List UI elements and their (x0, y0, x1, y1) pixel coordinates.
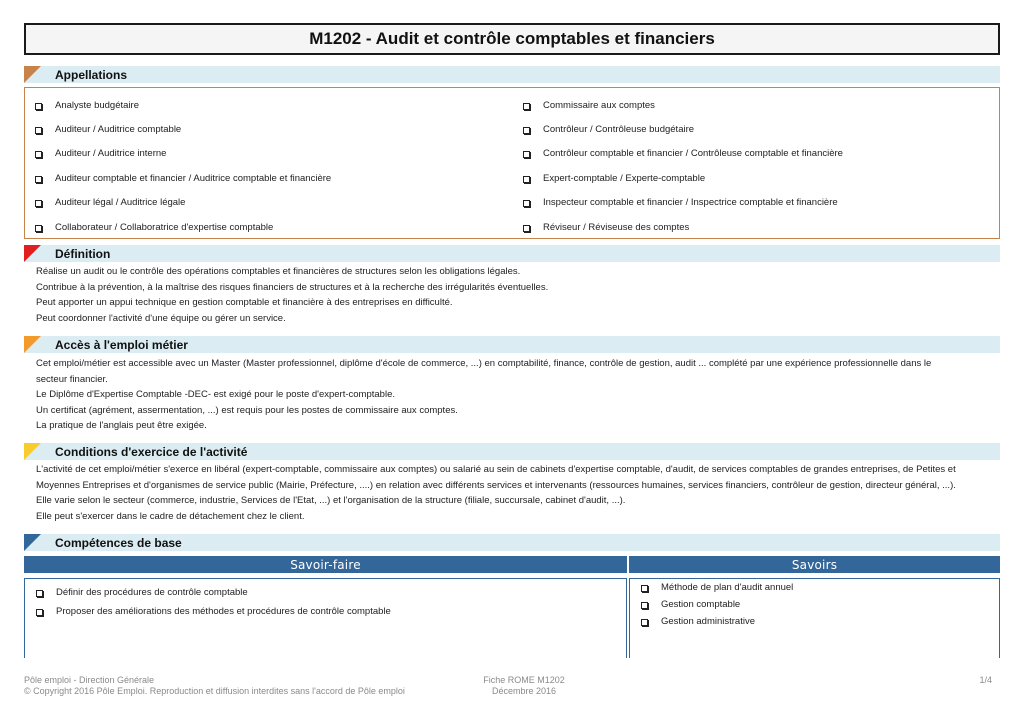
list-item: Définir des procédures de contrôle comptable (36, 583, 626, 602)
checkbox-bullet-icon (35, 176, 42, 183)
checkbox-bullet-icon (523, 151, 530, 158)
text-line: La pratique de l'anglais peut être exigée. (36, 420, 207, 432)
text-line: Le Diplôme d'Expertise Comptable -DEC- est exigé pour le poste d'expert-comptable. (36, 389, 395, 401)
text-line: secteur financier. (36, 373, 108, 385)
acces-text (36, 356, 996, 434)
text-line: Moyennes Entreprises et d'organismes de service public (Mairie, Préfecture, ....) en relation avec différents services et intervenants (ressources humaines, services financiers, contrôleur de gestion, directeur général, ...). (36, 479, 956, 491)
checkbox-bullet-icon (523, 200, 530, 207)
list-item: Commissaire aux comptes (523, 93, 843, 117)
section-title: Accès à l'emploi métier (55, 337, 188, 352)
checkbox-bullet-icon (523, 127, 530, 134)
list-item: Collaborateur / Collaboratrice d'expertise comptable (35, 215, 331, 239)
section-title: Conditions d'exercice de l'activité (55, 444, 248, 459)
section-title: Définition (55, 246, 111, 261)
section-triangle-icon (24, 66, 41, 83)
list-item: Inspecteur comptable et financier / Inspectrice comptable et financière (523, 191, 843, 215)
section-header-acces (24, 336, 1000, 353)
text-line: Elle peut s'exercer dans le cadre de détachement chez le client. (36, 510, 305, 522)
footer-fiche: Fiche ROME M1202 (483, 675, 565, 685)
list-item: Auditeur / Auditrice comptable (35, 117, 331, 141)
list-item: Réviseur / Réviseuse des comptes (523, 215, 843, 239)
text-line: Contribue à la prévention, à la maîtrise des risques financiers de structures et à la recherche des irrégularités éventuelles. (36, 281, 549, 293)
footer-left (24, 675, 405, 697)
footer-center (460, 675, 588, 697)
savoirs-header: Savoirs (629, 556, 1000, 573)
appellations-right-column (523, 93, 843, 239)
text-line: Peut coordonner l'activité d'une équipe ou gérer un service. (36, 312, 286, 324)
savoir-faire-header: Savoir-faire (24, 556, 627, 573)
section-header-definition (24, 245, 1000, 262)
checkbox-bullet-icon (35, 225, 42, 232)
section-triangle-icon (24, 245, 41, 262)
text-line: Réalise un audit ou le contrôle des opérations comptables et financières de structures selon les obligations légales. (36, 266, 521, 277)
definition-text (36, 264, 996, 326)
section-header-appellations (24, 66, 1000, 83)
conditions-text (36, 462, 996, 524)
checkbox-bullet-icon (523, 176, 530, 183)
checkbox-bullet-icon (36, 590, 43, 597)
list-item: Analyste budgétaire (35, 93, 331, 117)
list-item: Auditeur légal / Auditrice légale (35, 191, 331, 215)
list-item: Proposer des améliorations des méthodes et procédures de contrôle comptable (36, 602, 626, 621)
section-triangle-icon (24, 336, 41, 353)
list-item: Auditeur comptable et financier / Auditrice comptable et financière (35, 166, 331, 190)
list-item: Méthode de plan d'audit annuel (641, 579, 999, 596)
section-header-competences (24, 534, 1000, 551)
page-title-text: M1202 - Audit et contrôle comptables et financiers (309, 29, 715, 48)
footer-org: Pôle emploi - Direction Générale (24, 675, 155, 685)
checkbox-bullet-icon (523, 103, 530, 110)
section-triangle-icon (24, 443, 41, 460)
text-line: Cet emploi/métier est accessible avec un Master (Master professionnel, diplôme d'école de commerce, ...) en comptabilité, finance, contrôle de gestion, audit ... complété par une expérience professionnelle dans le (36, 358, 932, 369)
checkbox-bullet-icon (523, 225, 530, 232)
list-item: Contrôleur / Contrôleuse budgétaire (523, 117, 843, 141)
checkbox-bullet-icon (641, 602, 648, 609)
list-item: Expert-comptable / Experte-comptable (523, 166, 843, 190)
text-line: Peut apporter un appui technique en gestion comptable et financière à des entreprises en difficulté. (36, 297, 453, 309)
text-line: L'activité de cet emploi/métier s'exerce en libéral (expert-comptable, commissaire aux comptes) ou salarié au sein de cabinets d'expertise comptable, d'audit, de services comptables de grandes entreprises, de Petites et (36, 464, 956, 475)
appellations-list (24, 87, 1000, 239)
savoirs-list (629, 578, 1000, 658)
checkbox-bullet-icon (35, 200, 42, 207)
checkbox-bullet-icon (641, 619, 648, 626)
section-header-conditions (24, 443, 1000, 460)
text-line: Elle varie selon le secteur (commerce, industrie, Services de l'Etat, ...) et l'organisation de la structure (filiale, succursale, cabinet d'audit, ...). (36, 495, 626, 507)
checkbox-bullet-icon (35, 103, 42, 110)
appellations-left-column (35, 93, 331, 239)
section-triangle-icon (24, 534, 41, 551)
page-title (24, 23, 1000, 55)
list-item: Auditeur / Auditrice interne (35, 142, 331, 166)
checkbox-bullet-icon (35, 127, 42, 134)
checkbox-bullet-icon (641, 585, 648, 592)
checkbox-bullet-icon (36, 609, 43, 616)
text-line: Un certificat (agrément, assermentation, ...) est requis pour les postes de commissaire aux comptes. (36, 404, 458, 416)
section-title: Compétences de base (55, 535, 182, 550)
list-item: Contrôleur comptable et financier / Contrôleuse comptable et financière (523, 142, 843, 166)
checkbox-bullet-icon (35, 151, 42, 158)
page-number: 1/4 (979, 675, 992, 685)
savoir-faire-list (24, 578, 627, 658)
footer-copyright: © Copyright 2016 Pôle Emploi. Reproduction et diffusion interdites sans l'accord de Pôle emploi (24, 686, 405, 696)
list-item: Gestion administrative (641, 613, 999, 630)
footer-date: Décembre 2016 (491, 686, 557, 696)
section-title: Appellations (55, 67, 128, 82)
list-item: Gestion comptable (641, 596, 999, 613)
